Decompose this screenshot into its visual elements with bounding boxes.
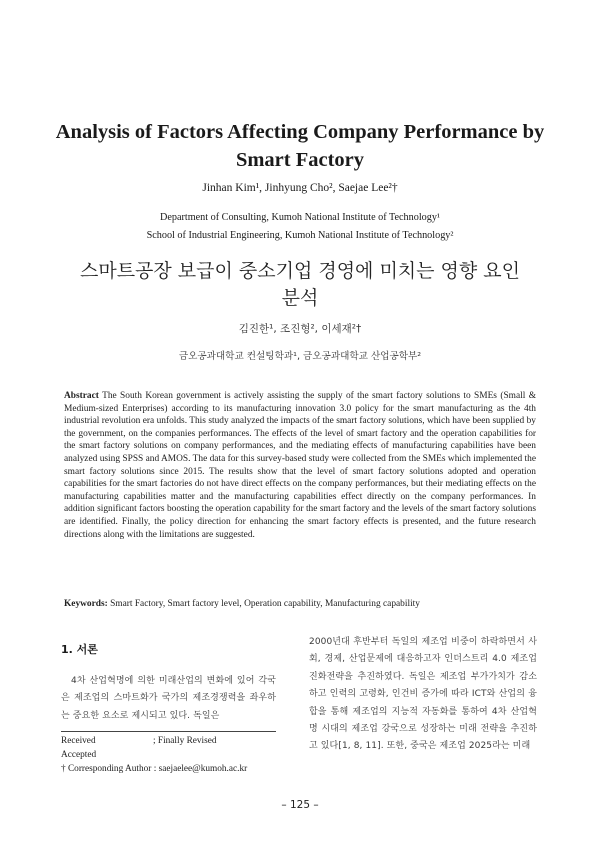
abstract-label: Abstract [64, 391, 99, 401]
keywords [64, 598, 536, 610]
korean-authors: 김진한¹, 조진형², 이세재²† [238, 323, 362, 335]
footnote-accepted: Accepted [61, 749, 97, 760]
footnotes [61, 731, 276, 776]
korean-title [50, 258, 550, 312]
right-column [309, 634, 537, 756]
page-number: – 125 – [281, 799, 319, 811]
title-line-2: Smart Factory [235, 149, 365, 171]
korean-title-line-2: 분석 [281, 287, 319, 309]
footnote-dates [61, 735, 276, 749]
footnote-received: Received [61, 736, 96, 746]
title-line-1: Analysis of Factors Affecting Company Performance by [55, 121, 545, 143]
korean-title-line-1: 스마트공장 보급이 중소기업 경영에 미치는 영향 요인 [79, 260, 521, 282]
introduction-paragraph [61, 673, 276, 725]
keywords-label: Keywords: [64, 599, 108, 609]
paper-title [40, 118, 560, 174]
section-heading-introduction: 1. 서론 [61, 643, 98, 656]
right-column-paragraph: 2000년대 후반부터 독일의 제조업 비중이 하락하면서 사회, 경제, 산업문제에 대응하고자 인더스트리 4.0 제조업 진화전략을 추진하였다. 독일은 제조업 부가가치가 감소하고 인력의 고령화, 인건비 증가에 따라 ICT와 산업의 융합을 통해 제조업의 지능적 자동화를 통하여 4차 산업혁명 시대의 제조업 강국으로 성장하는 미래 전략을 추진하고 있다[1, 8, 11]. 또한, 중국은 제조업 2025라는 미래 [309, 637, 537, 752]
abstract [64, 390, 536, 541]
abstract-text: The South Korean government is actively assisting the supply of the smart factory solutions to SMEs (Small & Medium-sized Enterprises) according to its manufacturing innovation 3.0 policy for the smart manufacturing as the 4th industrial revolution era unfolds. This study analyzed the impacts of the smart factory solutions, which have been supplied by the government, on the companies performances. The effects of the level of smart factory and the operation capabilities for the smart factory solutions on company performances, and the mediating effects of manufacturing capabilities have been analyzed using SPSS and AMOS. The data for this survey-based study were collected from the SMEs which implemented the smart factory solutions since 2015. The results show that the level of smart factory solutions adopted and operation capabilities for the smart factories do not have direct effects on the company performances, but their mediating effects on the manufacturing capabilities matter and the manufacturing capabilities effect directly on the company performances. In addition significant factors boosting the operation capability for the smart factory and the levels of the smart factory solutions are identified. Finally, the policy direction for enhancing the smart factory effects is presented, and the future research directions along with the limitations are suggested. [64, 391, 536, 540]
left-column [61, 641, 276, 725]
affiliation-1: Department of Consulting, Kumoh National Institute of Technology¹ [159, 212, 440, 223]
authors: Jinhan Kim¹, Jinhyung Cho², Saejae Lee²† [202, 182, 398, 194]
footnote-revised: ; Finally Revised [153, 736, 217, 746]
korean-affiliation: 금오공과대학교 컨설팅학과¹, 금오공과대학교 산업공학부² [178, 351, 422, 362]
affiliation-2: School of Industrial Engineering, Kumoh National Institute of Technology² [146, 230, 454, 241]
footnote-corresponding-author: † Corresponding Author : saejaelee@kumoh.ac.kr [61, 763, 248, 774]
keywords-text: Smart Factory, Smart factory level, Operation capability, Manufacturing capability [110, 599, 420, 609]
introduction-text: 4차 산업혁명에 의한 미래산업의 변화에 있어 각국은 제조업의 스마트화가 국가의 제조경쟁력을 좌우하는 중요한 요소로 제시되고 있다. 독일은 [61, 676, 276, 721]
